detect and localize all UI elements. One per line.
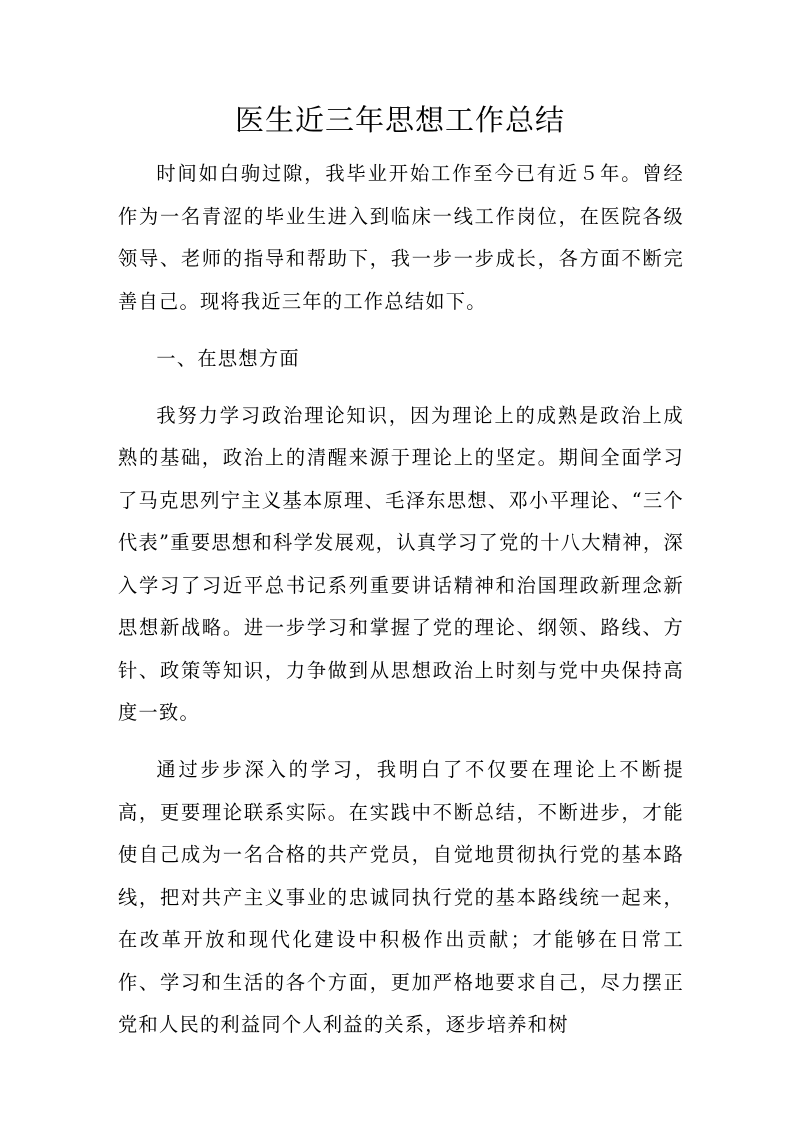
intro-paragraph: 时间如白驹过隙，我毕业开始工作至今已有近５年。曾经作为一名青涩的毕业生进入到临床一线工作岗位，在医院各级领导、老师的指导和帮助下，我一步一步成长，各方面不断完善自己。现将我近三年的工作总结如下。: [118, 162, 684, 313]
section-paragraph-practice: 通过步步深入的学习，我明白了不仅要在理论上不断提高，更要理论联系实际。在实践中不断总结，不断进步，才能使自己成为一名合格的共产党员，自觉地贯彻执行党的基本路线，把对共产主义事业的忠诚同执行党的基本路线统一起来，在改革开放和现代化建设中积极作出贡献；才能够在日常工作、学习和生活的各个方面，更加严格地要求自己，尽力摆正党和人民的利益同个人利益的关系，逐步培养和树: [118, 758, 684, 1036]
document-title: 医生近三年思想工作总结: [234, 103, 565, 137]
document-body: [118, 153, 684, 1047]
section-heading-thought: 一、在思想方面: [156, 346, 300, 370]
section-paragraph-theory-study: 我努力学习政治理论知识，因为理论上的成熟是政治上成熟的基础，政治上的清醒来源于理论上的坚定。期间全面学习了马克思列宁主义基本原理、毛泽东思想、邓小平理论、“三个代表”重要思想和科学发展观，认真学习了党的十八大精神，深入学习了习近平总书记系列重要讲话精神和治国理政新理念新思想新战略。进一步学习和掌握了党的理论、纲领、路线、方针、政策等知识，力争做到从思想政治上时刻与党中央保持高度一致。: [118, 403, 684, 724]
